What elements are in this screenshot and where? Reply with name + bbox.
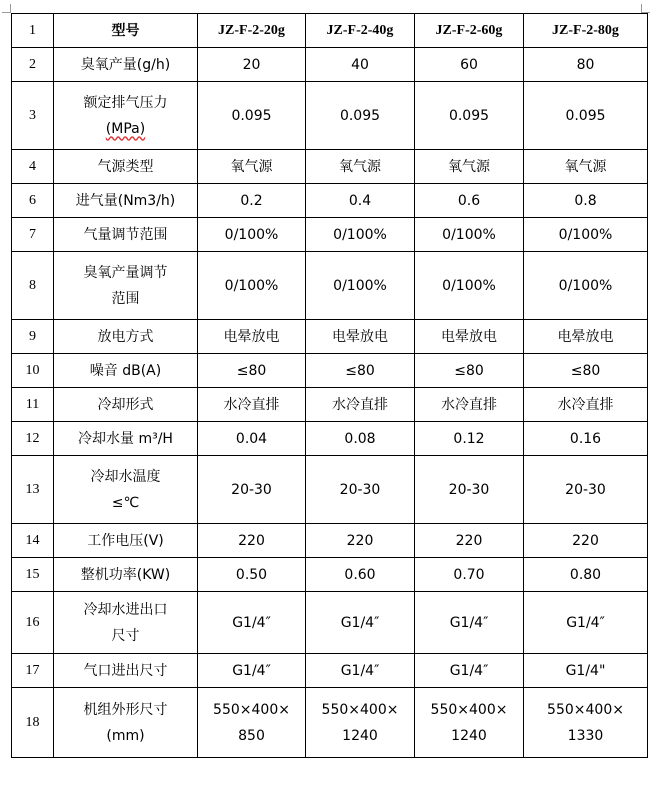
- header-model-20g: JZ-F-2-20g: [198, 14, 306, 48]
- row-number: 13: [12, 456, 54, 524]
- header-model-label: 型号: [54, 14, 198, 48]
- parameter-name: [54, 422, 198, 456]
- parameter-line: 冷却水温度: [90, 468, 161, 485]
- parameter-line: 气口进出尺寸: [83, 662, 168, 679]
- value-cell: 220: [524, 524, 648, 558]
- spec-table-body: [12, 14, 648, 758]
- table-row: [12, 524, 648, 558]
- value-line: 550×400×: [547, 701, 624, 718]
- table-row: [12, 354, 648, 388]
- row-number: 8: [12, 252, 54, 320]
- parameter-name: [54, 150, 198, 184]
- table-row: [12, 422, 648, 456]
- header-model-40g: JZ-F-2-40g: [306, 14, 415, 48]
- value-cell: ≤80: [415, 354, 524, 388]
- value-cell: 电晕放电: [524, 320, 648, 354]
- value-line: 1330: [567, 727, 604, 744]
- parameter-name: [54, 48, 198, 82]
- value-cell: 40: [306, 48, 415, 82]
- value-cell: 水冷直排: [524, 388, 648, 422]
- row-number: 16: [12, 592, 54, 654]
- value-cell: ≤80: [306, 354, 415, 388]
- parameter-name: [54, 688, 198, 758]
- table-row: [12, 184, 648, 218]
- value-cell: 水冷直排: [306, 388, 415, 422]
- row-number: 18: [12, 688, 54, 758]
- value-cell: 0.08: [306, 422, 415, 456]
- parameter-line: 进气量(Nm3/h): [75, 192, 176, 209]
- parameter-name: [54, 654, 198, 688]
- parameter-name: [54, 558, 198, 592]
- value-cell: [198, 688, 306, 758]
- value-line: 550×400×: [213, 701, 290, 718]
- parameter-line: 整机功率(KW): [80, 566, 171, 583]
- value-cell: G1/4": [524, 654, 648, 688]
- value-cell: 0.60: [306, 558, 415, 592]
- value-cell: G1/4″: [415, 654, 524, 688]
- value-cell: 0.50: [198, 558, 306, 592]
- value-cell: 0/100%: [306, 218, 415, 252]
- value-cell: G1/4″: [198, 654, 306, 688]
- value-cell: 80: [524, 48, 648, 82]
- parameter-line: ≤℃: [111, 494, 140, 511]
- parameter-line: (MPa): [105, 120, 146, 137]
- parameter-name: [54, 184, 198, 218]
- value-cell: 60: [415, 48, 524, 82]
- value-cell: G1/4″: [524, 592, 648, 654]
- value-cell: G1/4″: [306, 654, 415, 688]
- value-cell: 0.8: [524, 184, 648, 218]
- table-row: [12, 456, 648, 524]
- row-number: 15: [12, 558, 54, 592]
- parameter-name: [54, 320, 198, 354]
- value-cell: 0.16: [524, 422, 648, 456]
- parameter-line: 气量调节范围: [83, 226, 168, 243]
- row-number: 2: [12, 48, 54, 82]
- parameter-name: [54, 354, 198, 388]
- value-cell: 氧气源: [306, 150, 415, 184]
- parameter-line: 冷却水量 m³/H: [78, 430, 173, 447]
- value-cell: 电晕放电: [198, 320, 306, 354]
- parameter-name: [54, 592, 198, 654]
- row-number: 3: [12, 82, 54, 150]
- header-row-number: 1: [12, 14, 54, 48]
- row-number: 12: [12, 422, 54, 456]
- value-cell: 0/100%: [415, 252, 524, 320]
- value-cell: G1/4″: [198, 592, 306, 654]
- value-cell: 20-30: [306, 456, 415, 524]
- parameter-line: 冷却水进出口: [83, 601, 168, 618]
- value-cell: 0/100%: [306, 252, 415, 320]
- table-row: [12, 558, 648, 592]
- value-cell: [306, 688, 415, 758]
- value-line: 1240: [342, 727, 378, 744]
- parameter-line: 范围: [111, 290, 140, 307]
- table-row: [12, 82, 648, 150]
- header-model-80g: JZ-F-2-80g: [524, 14, 648, 48]
- value-cell: G1/4″: [306, 592, 415, 654]
- value-cell: 0.6: [415, 184, 524, 218]
- table-row: [12, 592, 648, 654]
- value-cell: 氧气源: [415, 150, 524, 184]
- value-line: 550×400×: [430, 701, 508, 718]
- table-row: [12, 48, 648, 82]
- table-row: [12, 150, 648, 184]
- value-cell: 0.095: [306, 82, 415, 150]
- parameter-line: 放电方式: [97, 328, 154, 345]
- parameter-line: 尺寸: [111, 627, 140, 644]
- value-cell: 0.095: [415, 82, 524, 150]
- row-number: 10: [12, 354, 54, 388]
- parameter-line: 机组外形尺寸: [83, 701, 168, 718]
- value-cell: 220: [198, 524, 306, 558]
- parameter-name: [54, 456, 198, 524]
- parameter-line: (mm): [106, 727, 145, 744]
- parameter-line: 冷却形式: [97, 396, 154, 413]
- table-row: [12, 388, 648, 422]
- value-line: 1240: [451, 727, 487, 744]
- row-number: 4: [12, 150, 54, 184]
- parameter-name: [54, 524, 198, 558]
- table-row: [12, 688, 648, 758]
- parameter-line: 臭氧产量(g/h): [80, 56, 171, 73]
- parameter-line: 噪音 dB(A): [89, 362, 162, 379]
- header-model-60g: JZ-F-2-60g: [415, 14, 524, 48]
- value-cell: 电晕放电: [415, 320, 524, 354]
- value-cell: 20-30: [198, 456, 306, 524]
- table-row: [12, 654, 648, 688]
- value-cell: 0.04: [198, 422, 306, 456]
- value-cell: 水冷直排: [198, 388, 306, 422]
- value-cell: 0.70: [415, 558, 524, 592]
- value-cell: 0.12: [415, 422, 524, 456]
- parameter-name: [54, 388, 198, 422]
- header-row: [12, 14, 648, 48]
- value-cell: 20: [198, 48, 306, 82]
- value-cell: 氧气源: [198, 150, 306, 184]
- value-cell: 0.2: [198, 184, 306, 218]
- value-cell: 氧气源: [524, 150, 648, 184]
- page-corner-mark-left: [2, 4, 11, 13]
- table-row: [12, 320, 648, 354]
- value-cell: 水冷直排: [415, 388, 524, 422]
- row-number: 6: [12, 184, 54, 218]
- row-number: 11: [12, 388, 54, 422]
- parameter-line: 工作电压(V): [87, 532, 164, 549]
- value-cell: [524, 688, 648, 758]
- table-row: [12, 218, 648, 252]
- value-cell: 0/100%: [198, 252, 306, 320]
- parameter-name: [54, 218, 198, 252]
- parameter-line: 臭氧产量调节: [83, 264, 168, 281]
- parameter-line: 额定排气压力: [83, 94, 168, 111]
- value-line: 850: [238, 727, 265, 744]
- page-corner-mark-right: [641, 4, 650, 13]
- value-cell: 0.4: [306, 184, 415, 218]
- value-cell: [415, 688, 524, 758]
- row-number: 7: [12, 218, 54, 252]
- value-cell: 电晕放电: [306, 320, 415, 354]
- row-number: 9: [12, 320, 54, 354]
- value-cell: 0/100%: [524, 252, 648, 320]
- row-number: 17: [12, 654, 54, 688]
- parameter-name: [54, 82, 198, 150]
- parameter-line: 气源类型: [97, 158, 154, 175]
- spec-table: [11, 13, 648, 758]
- value-cell: G1/4″: [415, 592, 524, 654]
- value-line: 550×400×: [321, 701, 399, 718]
- value-cell: 220: [306, 524, 415, 558]
- value-cell: 0/100%: [524, 218, 648, 252]
- value-cell: 20-30: [415, 456, 524, 524]
- value-cell: 0.80: [524, 558, 648, 592]
- value-cell: 0/100%: [415, 218, 524, 252]
- table-row: [12, 252, 648, 320]
- value-cell: ≤80: [198, 354, 306, 388]
- value-cell: 0.095: [198, 82, 306, 150]
- value-cell: 0/100%: [198, 218, 306, 252]
- value-cell: 220: [415, 524, 524, 558]
- value-cell: 0.095: [524, 82, 648, 150]
- value-cell: 20-30: [524, 456, 648, 524]
- row-number: 14: [12, 524, 54, 558]
- value-cell: ≤80: [524, 354, 648, 388]
- parameter-name: [54, 252, 198, 320]
